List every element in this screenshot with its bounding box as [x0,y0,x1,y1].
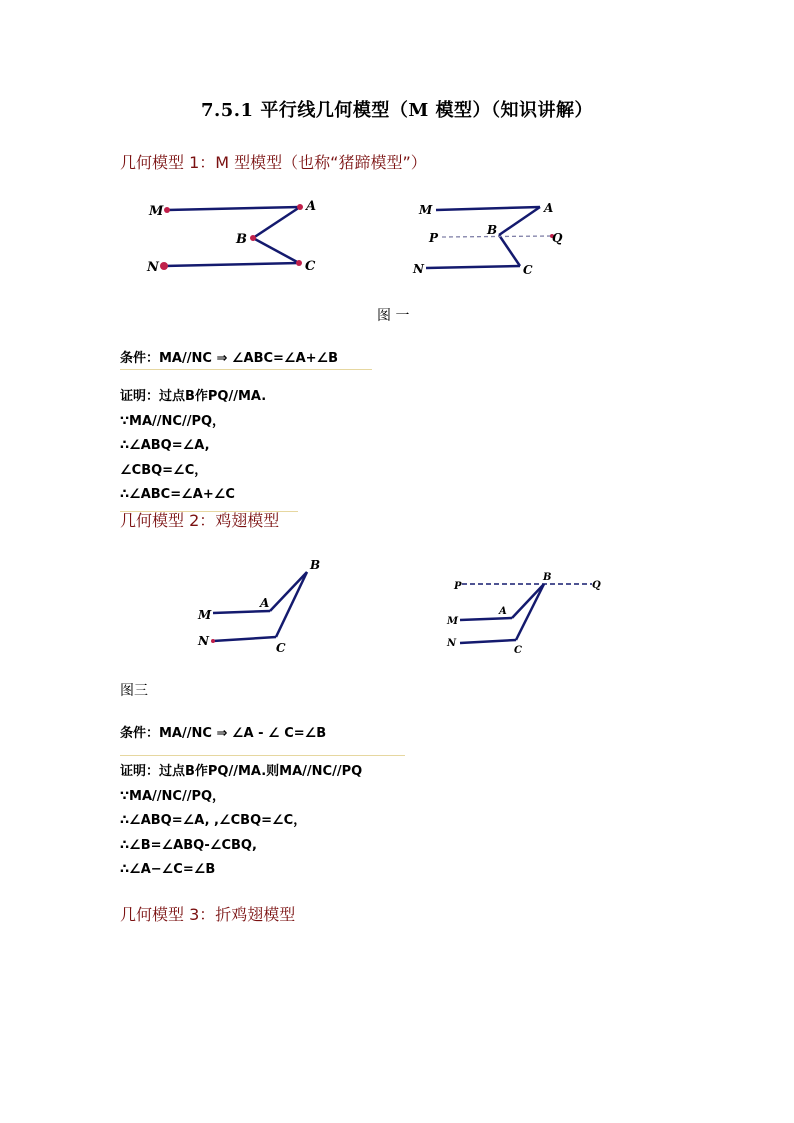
label-C: C [305,259,316,274]
condition-2: 条件：MA//NC ⇒ ∠A - ∠ C=∠B [120,722,405,756]
label-M: M [198,608,212,622]
figure-m-model-proof [410,190,580,280]
proof-1-line-3: ∴∠ABQ=∠A, ∠CBQ=∠C， [120,438,210,478]
label-M: M [149,204,164,219]
label-A: A [260,596,270,610]
proof-1-line-4: ∴∠ABC=∠A+∠C [120,487,235,502]
condition-1: 条件：MA//NC ⇒ ∠ABC=∠A+∠B [120,347,372,370]
label-M: M [419,203,433,217]
proof-2-line-3: ∴∠ABQ=∠A, ,∠CBQ=∠C， [120,813,307,828]
label-Q: Q [552,231,563,245]
label-P: P [429,231,439,245]
proof-2-line-1: 证明：过点B作PQ//MA.则MA//NC//PQ [120,764,363,779]
proof-2-line-5: ∴∠A−∠C=∠B [120,862,216,877]
figure3-caption: 图三 [120,683,148,699]
label-N: N [413,262,424,276]
section2-heading: 几何模型 2：鸡翅模型 [120,511,280,530]
proof-1-line-1: 证明：过点B作PQ//MA. [120,389,267,404]
label-A: A [306,199,317,214]
label-N: N [447,638,457,649]
label-P: P [454,581,462,592]
label-B: B [236,232,247,247]
label-B: B [487,223,498,237]
figure-chicken-wing [190,555,330,655]
label-Q: Q [592,580,601,591]
label-M: M [447,616,459,627]
section1-heading: 几何模型 1：M 型模型（也称“猪蹄模型”） [120,153,427,172]
proof-2 [120,760,410,883]
label-N: N [147,260,159,275]
label-C: C [514,645,522,656]
label-B: B [543,572,552,583]
section3-heading: 几何模型 3：折鸡翅模型 [120,905,296,924]
figure-chicken-wing-proof [440,565,610,660]
figure1-caption: 图 一 [377,308,410,324]
label-C: C [523,263,533,277]
proof-2-line-2: ∵MA//NC//PQ， [120,788,226,804]
label-B: B [310,558,321,572]
figure-m-model [140,190,340,280]
label-N: N [198,634,209,648]
proof-1-line-2: ∵MA//NC//PQ， [120,413,226,429]
proof-1 [120,385,298,512]
label-C: C [276,641,286,655]
label-A: A [544,201,554,215]
page-title: 7.5.1 平行线几何模型（M 模型）（知识讲解） [200,100,594,121]
label-A: A [499,606,507,617]
proof-2-line-4: ∴∠B=∠ABQ-∠CBQ, [120,837,257,853]
